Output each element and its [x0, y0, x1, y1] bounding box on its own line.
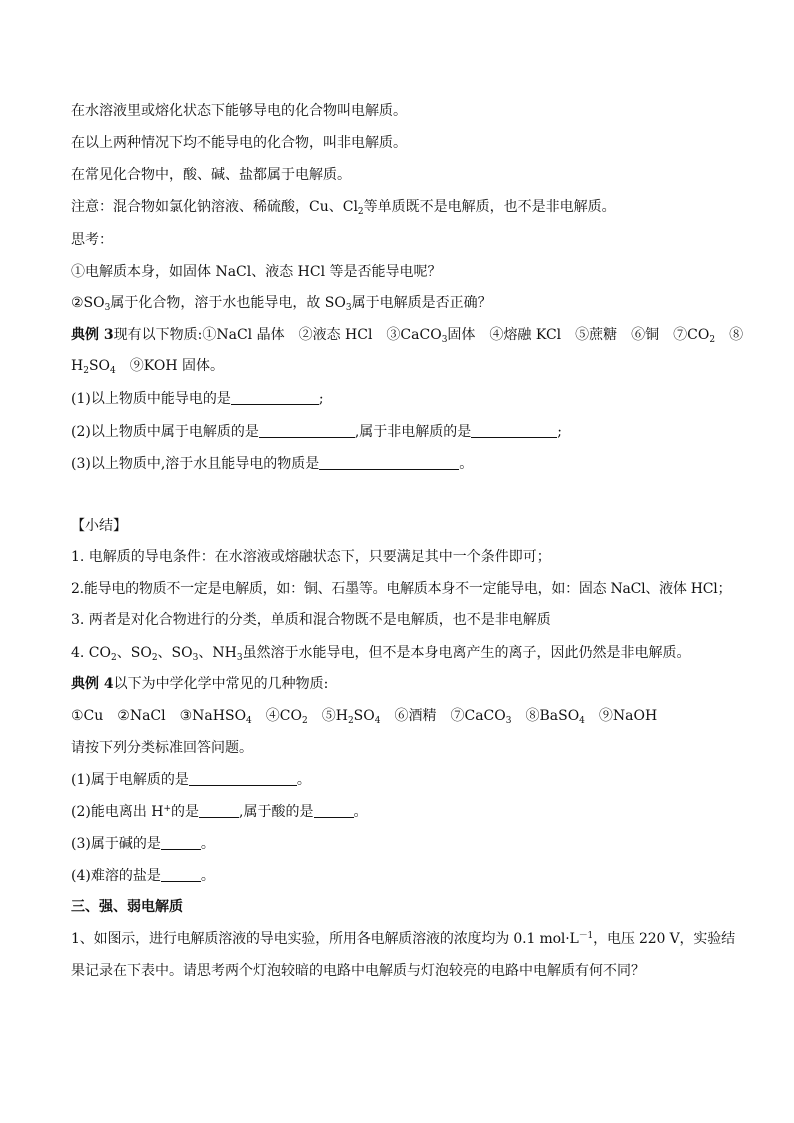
answer-blank[interactable] [471, 423, 557, 438]
answer-blank[interactable] [189, 771, 297, 786]
example-3-intro: 典例 3现有以下物质:①NaCl 晶体 ②液态 HCl ③CaCO$_3$固体 ④熔融 KCl ⑤蔗糖 ⑥铜 $⑦CO_2$ ⑧ [71, 327, 744, 345]
summary-point-1: 1. 电解质的导电条件：在水溶液或熔融状态下，只要满足其中一个条件即可； [71, 549, 551, 565]
intro-line-3: 在常见化合物中，酸、碱、盐都属于电解质。 [71, 167, 351, 183]
example-3-question-2: (2)以上物质中属于电解质的是 ,属于非电解质的是 ; [71, 424, 563, 440]
answer-blank[interactable] [259, 423, 355, 438]
example-4-question-4: (4)难溶的盐是 。 [71, 868, 215, 884]
example-3-question-3: (3)以上物质中,溶于水且能导电的物质是 。 [71, 456, 474, 472]
example-4-ask: 请按下列分类标准回答问题。 [71, 740, 253, 756]
example-3-intro-cont: $H_2SO_4$ ⑨KOH 固体。 [71, 358, 224, 376]
summary-point-4: 4. $CO_2$、$SO_2$、$SO_3$、$NH_3$虽然溶于水能导电，但不是本身电离产生的离子，因此仍然是非电解质。 [71, 645, 691, 663]
section-3-paragraph-line-2: 果记录在下表中。请思考两个灯泡较暗的电路中电解质与灯泡较亮的电路中电解质有何不同？ [71, 963, 645, 979]
example-4-question-3: (3)属于碱的是 。 [71, 836, 215, 852]
example-3-label: 典例 3 [71, 327, 114, 343]
example-4-substance-list: ①Cu ②NaCl ③NaHSO$_4$ $④CO_2$ $⑤H_2SO_4$ ⑥酒精 ⑦CaCO$_3$ ⑧BaSO$_4$ ⑨NaOH [71, 708, 658, 726]
section-3-title: 三、强、弱电解质 [71, 899, 183, 915]
answer-blank[interactable] [314, 803, 354, 818]
intro-note: 注意：混合物如氯化钠溶液、稀硫酸，Cu、$Cl_2$等单质既不是电解质，也不是非电解质。 [71, 199, 616, 217]
section-3-paragraph-line-1: 1、如图示，进行电解质溶液的导电实验，所用各电解质溶液的浓度均为 0.1 $mol\cdot L^{-1}$，电压 220 V，实验结 [71, 931, 735, 947]
example-4-intro: 典例 4以下为中学化学中常见的几种物质: [71, 676, 329, 692]
intro-line-1: 在水溶液里或熔化状态下能够导电的化合物叫电解质。 [71, 103, 407, 119]
answer-blank[interactable] [319, 455, 459, 470]
summary-point-2: 2.能导电的物质不一定是电解质，如：铜、石墨等。电解质本身不一定能导电，如：固态 NaCl、液体 HCl； [71, 581, 732, 597]
answer-blank[interactable] [161, 835, 201, 850]
example-4-label: 典例 4 [71, 676, 114, 692]
answer-blank[interactable] [161, 867, 201, 882]
think-question-1: ①电解质本身，如固体 NaCl、液态 HCl 等是否能导电呢？ [71, 264, 442, 280]
summary-title: 【小结】 [71, 518, 127, 534]
answer-blank[interactable] [231, 390, 319, 405]
think-title: 思考： [71, 232, 113, 248]
example-4-question-1: (1)属于电解质的是 。 [71, 772, 311, 788]
intro-line-2: 在以上两种情况下均不能导电的化合物，叫非电解质。 [71, 135, 407, 151]
answer-blank[interactable] [199, 803, 239, 818]
example-4-question-2: (2)能电离出 H+的是 ,属于酸的是 。 [71, 804, 368, 820]
think-question-2: $②SO_3$属于化合物，溶于水也能导电，故 $SO_3$属于电解质是否正确？ [71, 295, 492, 313]
summary-point-3: 3. 两者是对化合物进行的分类，单质和混合物既不是电解质，也不是非电解质 [71, 612, 551, 628]
example-3-question-1: (1)以上物质中能导电的是 ; [71, 391, 324, 407]
